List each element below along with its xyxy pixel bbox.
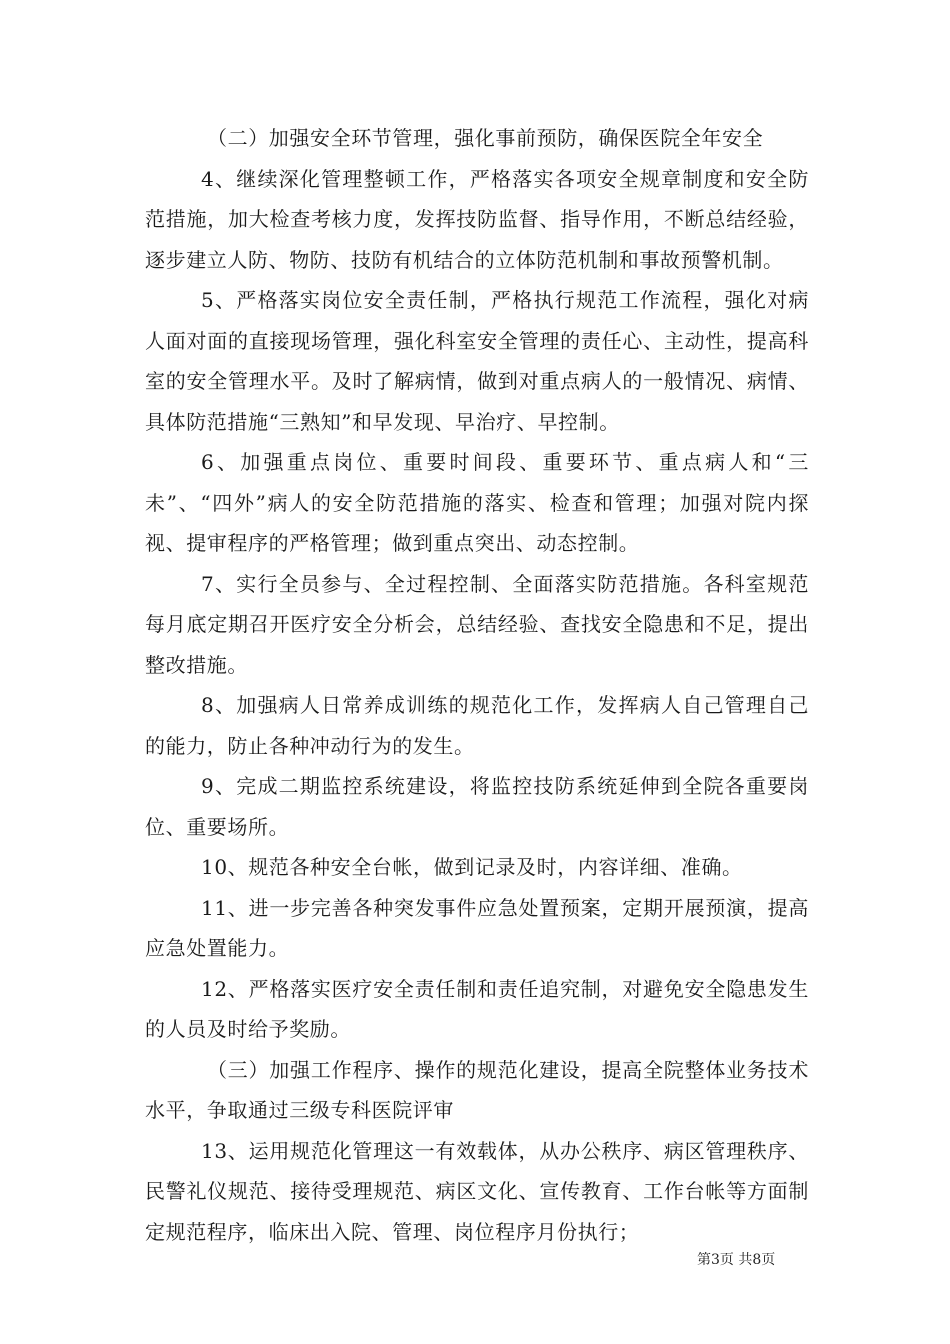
footer-current-page: 3 <box>711 1252 720 1268</box>
page-footer <box>697 1249 775 1269</box>
paragraph-item-12: 12、严格落实医疗安全责任制和责任追究制，对避免安全隐患发生的人员及时给予奖励。 <box>145 976 809 1041</box>
footer-middle: 页 共 <box>719 1252 753 1268</box>
section-heading-2: （二）加强安全环节管理，强化事前预防，确保医院全年安全 <box>207 126 764 150</box>
paragraph-item-9: 9、完成二期监控系统建设，将监控技防系统延伸到全院各重要岗位、重要场所。 <box>145 774 809 839</box>
paragraph-item-10: 10、规范各种安全台帐，做到记录及时，内容详细、准确。 <box>201 855 743 879</box>
paragraph-item-4: 4、继续深化管理整顿工作，严格落实各项安全规章制度和安全防范措施，加大检查考核力度，发挥技防监督、指导作用，不断总结经验，逐步建立人防、物防、技防有机结合的立体防范机制和事故预警机制。 <box>145 166 809 272</box>
paragraph-item-7: 7、实行全员参与、全过程控制、全面落实防范措施。各科室规范每月底定期召开医疗安全分析会，总结经验、查找安全隐患和不足，提出整改措施。 <box>145 571 809 677</box>
document-body <box>145 118 809 1252</box>
paragraph-item-5: 5、严格落实岗位安全责任制，严格执行规范工作流程，强化对病人面对面的直接现场管理，强化科室安全管理的责任心、主动性，提高科室的安全管理水平。及时了解病情，做到对重点病人的一般情况、病情、具体防范措施“三熟知”和早发现、早治疗、早控制。 <box>145 288 809 434</box>
footer-suffix: 页 <box>761 1252 776 1268</box>
section-heading-3: （三）加强工作程序、操作的规范化建设，提高全院整体业务技术水平，争取通过三级专科医院评审 <box>145 1057 809 1122</box>
footer-prefix: 第 <box>697 1252 711 1268</box>
paragraph-item-6: 6、加强重点岗位、重要时间段、重要环节、重点病人和“三未”、“四外”病人的安全防范措施的落实、检查和管理；加强对院内探视、提审程序的严格管理；做到重点突出、动态控制。 <box>145 450 809 555</box>
paragraph-item-11: 11、进一步完善各种突发事件应急处置预案，定期开展预演，提高应急处置能力。 <box>145 895 809 960</box>
paragraph-item-13: 13、运用规范化管理这一有效载体，从办公秩序、病区管理秩序、民警礼仪规范、接待受理规范、病区文化、宣传教育、工作台帐等方面制定规范程序，临床出入院、管理、岗位程序月份执行； <box>145 1138 809 1244</box>
paragraph-item-8: 8、加强病人日常养成训练的规范化工作，发挥病人自己管理自己的能力，防止各种冲动行为的发生。 <box>145 693 809 758</box>
footer-total-pages: 8 <box>752 1252 762 1268</box>
